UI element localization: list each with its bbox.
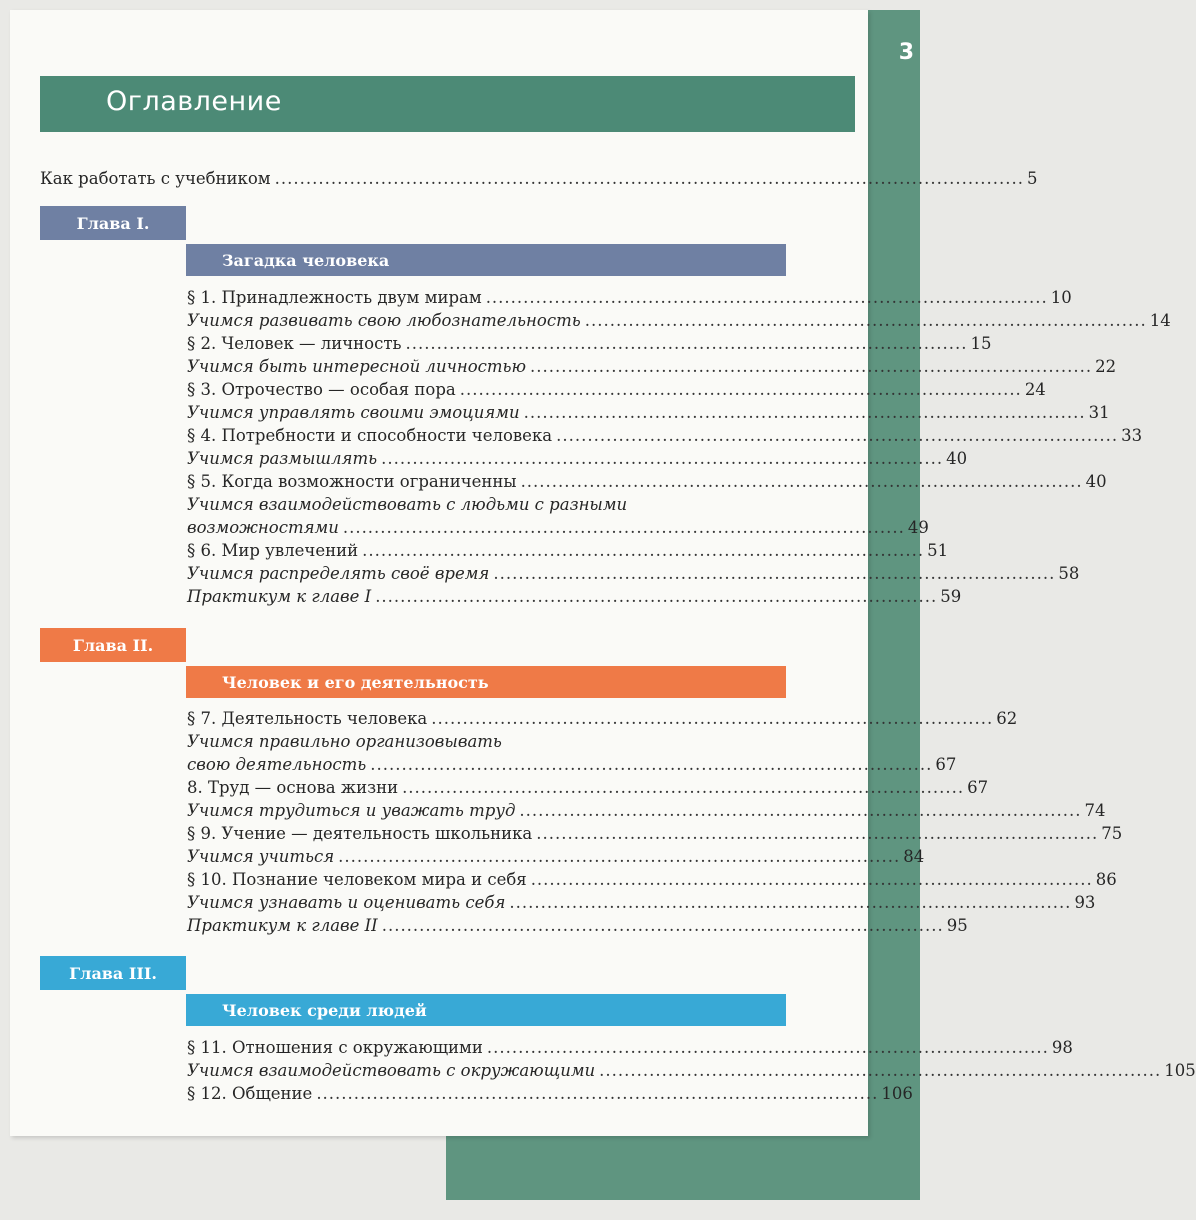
toc-entry-intro	[40, 168, 1038, 190]
toc-entry: § 12. Общение .......................................................................................... 106	[187, 1084, 913, 1103]
toc-entry: § 5. Когда возможности ограниченны .......................................................................................... 40	[187, 472, 1107, 491]
page-title: Оглавление	[106, 86, 282, 117]
toc-entry: Учимся размышлять .......................................................................................... 40	[187, 449, 968, 468]
toc-entry: Практикум к главе I .......................................................................................... 59	[187, 587, 962, 606]
chapter-1-title: Загадка человека	[186, 244, 786, 276]
toc-entry: Учимся узнавать и оценивать себя .......................................................................................... 93	[187, 893, 1096, 912]
toc-entry: § 2. Человек — личность .......................................................................................... 15	[187, 334, 992, 353]
chapter-3-title: Человек среди людей	[186, 994, 786, 1026]
toc-entry: Учимся учиться .......................................................................................... 84	[187, 847, 925, 866]
dot-leader: ........................................................................................................................	[274, 169, 1025, 188]
toc-entry: Учимся быть интересной личностью .......................................................................................... 22	[187, 357, 1117, 376]
toc-entry: § 6. Мир увлечений .......................................................................................... 51	[187, 541, 949, 560]
toc-entry: Учимся управлять своими эмоциями .......................................................................................... 31	[187, 403, 1110, 422]
toc-entry: свою деятельность .......................................................................................... 67	[187, 755, 957, 774]
toc-entry: Учимся развивать свою любознательность .......................................................................................... 14	[187, 311, 1171, 330]
toc-entry: § 4. Потребности и способности человека .......................................................................................... 33	[187, 426, 1143, 445]
toc-entry: § 10. Познание человеком мира и себя .......................................................................................... 86	[187, 870, 1117, 889]
toc-entry: 8. Труд — основа жизни .......................................................................................... 67	[187, 778, 989, 797]
toc-entry-line1: Учимся взаимодействовать с людьми с разными	[187, 495, 628, 514]
toc-entry: Учимся трудиться и уважать труд .......................................................................................... 74	[187, 801, 1106, 820]
chapter-2-label: Глава II.	[40, 628, 186, 662]
toc-entry: § 1. Принадлежность двум мирам .......................................................................................... 10	[187, 288, 1072, 307]
chapter-3-label: Глава III.	[40, 956, 186, 990]
toc-entry: Учимся взаимодействовать с окружающими .......................................................................................... 105	[187, 1061, 1196, 1080]
chapter-1-label: Глава I.	[40, 206, 186, 240]
page-number: 3	[898, 40, 914, 65]
toc-entry: Практикум к главе II .......................................................................................... 95	[187, 916, 968, 935]
toc-header-banner	[40, 76, 855, 132]
toc-page	[10, 10, 1196, 1136]
toc-entry: возможностями .......................................................................................... 49	[187, 518, 929, 537]
toc-entry: § 7. Деятельность человека .......................................................................................... 62	[187, 709, 1018, 728]
toc-entry: Учимся распределять своё время .......................................................................................... 58	[187, 564, 1080, 583]
toc-entry: § 11. Отношения с окружающими .......................................................................................... 98	[187, 1038, 1073, 1057]
toc-entry: § 3. Отрочество — особая пора .......................................................................................... 24	[187, 380, 1046, 399]
entry-page: 5	[1027, 169, 1038, 188]
toc-entry-line1: Учимся правильно организовывать	[187, 732, 502, 751]
entry-title: Как работать с учебником	[40, 169, 271, 188]
chapter-2-title: Человек и его деятельность	[186, 666, 786, 698]
toc-entry: § 9. Учение — деятельность школьника .......................................................................................... 75	[187, 824, 1123, 843]
